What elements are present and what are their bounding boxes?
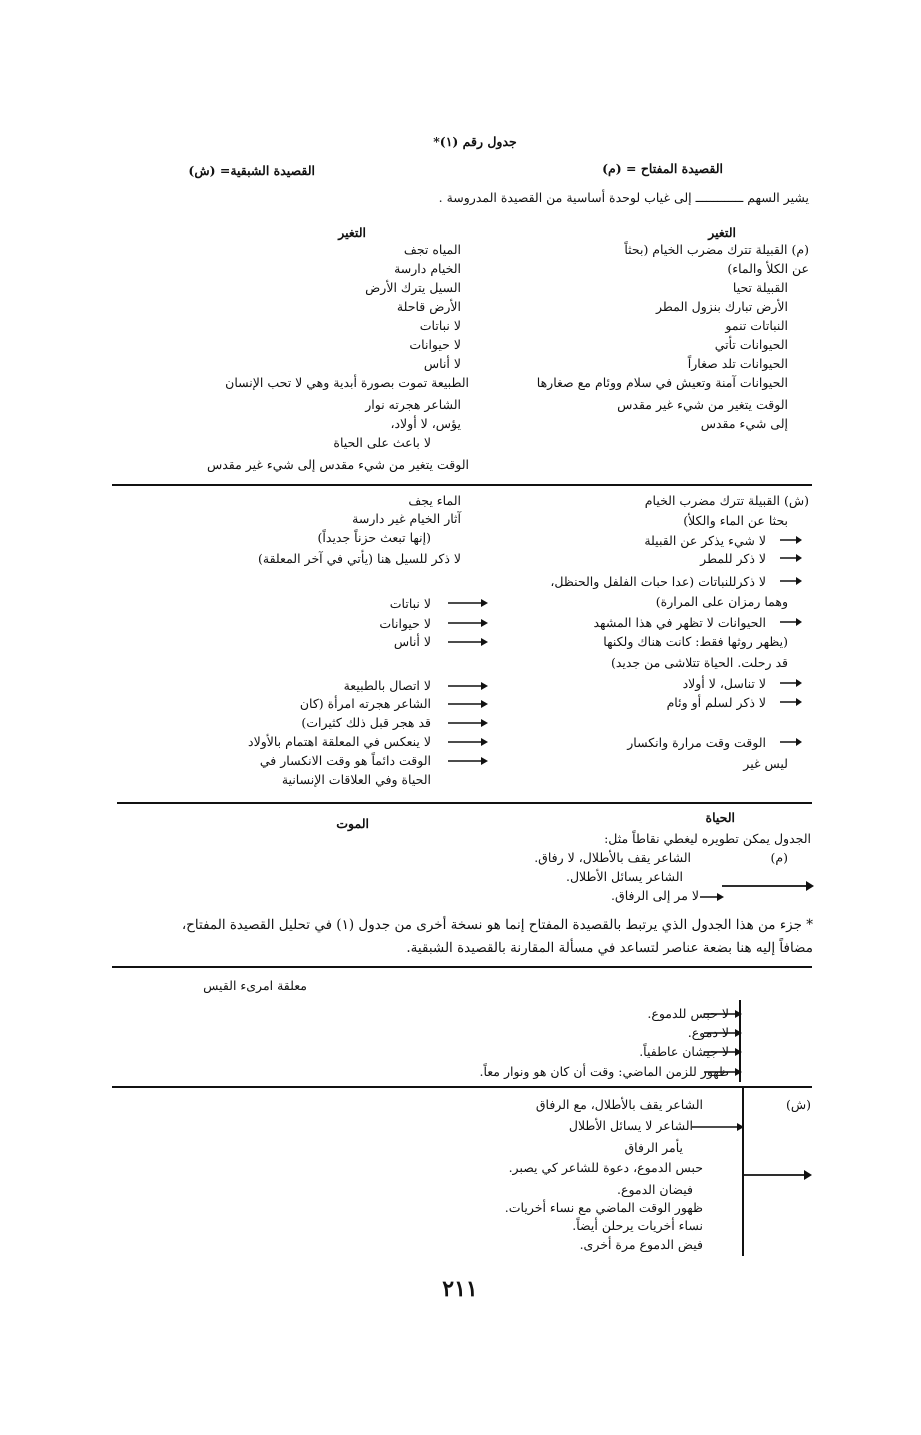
list-item: النباتات تنمو [725, 318, 788, 333]
list-item: لا تناسل، لا أولاد [682, 676, 766, 691]
list-item: الأرض تبارك بنزول المطر [656, 299, 788, 314]
list-item: وهما رمزان على المرارة) [655, 594, 788, 609]
list-item: الشاعر يقف بالأطلال، مع الرفاق [535, 1097, 703, 1112]
list-item: حبس الدموع، دعوة للشاعر كي يصبر. [508, 1160, 703, 1175]
list-item: لا جيشان عاطفياً. [639, 1044, 729, 1059]
list-item: الوقت يتغير من شيء مقدس إلى شيء غير مقدس [206, 457, 469, 472]
list-item: لا ذكر لسلم أو وئام [666, 695, 766, 710]
list-item: لا حيوانات [379, 616, 431, 631]
arrow-icon [448, 699, 488, 709]
arrow-icon [704, 1009, 742, 1019]
list-item: الماء يجف [408, 493, 461, 508]
list-item: الحياة وفي العلاقات الإنسانية [281, 772, 431, 787]
list-item: يأمر الرفاق [624, 1140, 683, 1155]
arrow-icon [448, 618, 488, 628]
divider [112, 1086, 812, 1088]
list-item: (م) القبيلة تترك مضرب الخيام (بحثاً [624, 242, 809, 257]
change-heading-left: التغير [338, 225, 366, 240]
list-item: الوقت وقت مرارة وانكسار [627, 735, 766, 750]
list-item: لا حيوانات [409, 337, 461, 352]
marker-sh: (ش) [785, 1097, 811, 1112]
list-item: الحيوانات لا تظهر في هذا المشهد [593, 615, 766, 630]
table-title: جدول رقم (١)* [433, 134, 517, 149]
list-item: لا أناس [393, 634, 431, 649]
list-item: ظهور للزمن الماضي: وقت أن كان هو ونوار معاً. [479, 1064, 729, 1079]
arrow-icon [448, 681, 488, 691]
list-item: لا دموع. [687, 1025, 729, 1040]
list-item: (يظهر روثها فقط: كانت هناك ولكنها [603, 634, 788, 649]
arrow-icon [448, 737, 488, 747]
list-item: الشاعر هجرته نوار [365, 397, 461, 412]
list-item: الأرض قاحلة [396, 299, 461, 314]
list-item: لا ذكر للسيل هنا (يأتي في آخر المعلقة) [258, 551, 461, 566]
list-item: نساء أخريات يرحلن أيضاً. [572, 1218, 703, 1233]
life-label: الحياة [705, 810, 735, 825]
arrow-icon [780, 678, 802, 688]
section-title: معلقة امرىء القيس [203, 978, 307, 993]
list-item: الخيام دارسة [394, 261, 461, 276]
prev-poem-header: القصيدة الشبقية= (ش) [188, 163, 315, 178]
list-item: بحثا عن الماء والكلأ) [683, 513, 788, 528]
list-item: الطبيعة تموت بصورة أبدية وهي لا تحب الإنسان [225, 375, 469, 390]
arrow-icon [448, 756, 488, 766]
list-item: آثار الخيام غير دارسة [352, 511, 461, 526]
list-item: فيض الدموع مرة أخرى. [579, 1237, 703, 1252]
arrow-icon [780, 737, 802, 747]
arrow-icon [448, 637, 488, 647]
arrow-icon [780, 617, 802, 627]
marker-m: (م) [770, 850, 788, 865]
list-item: قد هجر قبل ذلك كثيرات) [301, 715, 431, 730]
arrow-icon [744, 1169, 812, 1181]
list-item: ظهور الوقت الماضي مع نساء أخريات. [504, 1200, 703, 1215]
arrow-icon [780, 553, 802, 563]
list-item: الوقت دائماً هو وقت الانكسار في [259, 753, 431, 768]
page-number: ٢١١ [442, 1276, 478, 1302]
list-item: الشاعر لا يسائل الأطلال [568, 1118, 693, 1133]
arrow-icon [700, 892, 724, 902]
list-item: الحيوانات تأتي [714, 337, 788, 352]
list-item: لا اتصال بالطبيعة [343, 678, 431, 693]
divider [112, 484, 812, 486]
list-item: المياه تجف [403, 242, 461, 257]
list-item: قد رحلت. الحياة تتلاشى من جديد) [610, 655, 788, 670]
list-item: لا شيء يذكر عن القبيلة [644, 533, 766, 548]
list-item: (إنها تبعث حزناً جديداً) [317, 530, 431, 545]
list-item: عن الكلأ والماء) [727, 261, 809, 276]
list-item: لا حبس للدموع. [647, 1006, 729, 1021]
divider [112, 966, 812, 968]
list-item: إلى شيء مقدس [700, 416, 788, 431]
list-item: لا أناس [423, 356, 461, 371]
footnote-line-1: * جزء من هذا الجدول الذي يرتبط بالقصيدة المفتاح إنما هو نسخة أخرى من جدول (١) في تحليل القصيدة المفتاح، [181, 917, 813, 933]
list-item: لا ذكر للمطر [700, 551, 766, 566]
list-item: لا ذكرللنباتات (عدا حبات الفلفل والحنظل، [550, 574, 766, 589]
list-item: القبيلة تحيا [732, 280, 788, 295]
arrow-icon [448, 718, 488, 728]
arrow-icon [704, 1067, 742, 1077]
list-item: لا مر إلى الرفاق. [611, 888, 699, 903]
death-label: الموت [336, 816, 369, 831]
list-item: فيضان الدموع. [617, 1182, 693, 1197]
list-item: لا ينعكس في المعلقة اهتمام بالأولاد [248, 734, 431, 749]
list-item: الشاعر هجرته امرأة (كان [299, 696, 431, 711]
arrow-icon [780, 576, 802, 586]
arrow-icon [780, 697, 802, 707]
list-item: لا نباتات [389, 596, 431, 611]
arrow-icon [722, 880, 814, 892]
list-item: لا باعث على الحياة [333, 435, 431, 450]
list-item: (ش) القبيلة تترك مضرب الخيام [644, 493, 809, 508]
list-item: الحيوانات آمنة وتعيش في سلام ووئام مع صغارها [536, 375, 788, 390]
change-heading-right: التغير [708, 225, 736, 240]
list-item: الشاعر يسائل الأطلال. [566, 869, 683, 884]
list-item: الحيوانات تلد صغاراً [687, 356, 788, 371]
divider [117, 802, 812, 804]
key-poem-header: القصيدة المفتاح = (م) [602, 161, 723, 176]
footnote-line-2: مضافاً إليه هنا بضعة عناصر لتساعد في مسألة المقارنة بالقصيدة الشبقية. [406, 940, 813, 956]
arrow-icon [448, 598, 488, 608]
arrow-icon [780, 535, 802, 545]
list-item: السيل يترك الأرض [365, 280, 461, 295]
list-item: يؤس، لا أولاد، [390, 416, 461, 431]
arrow-note: يشير السهم ـــــــــــــ إلى غياب لوحدة أساسية من القصيدة المدروسة . [438, 190, 809, 205]
list-item: الشاعر يقف بالأطلال، لا رفاق. [534, 850, 691, 865]
intro-text: الجدول يمكن تطويره ليغطي نقاطاً مثل: [604, 831, 811, 846]
arrow-icon [704, 1047, 742, 1057]
arrow-icon [704, 1028, 742, 1038]
list-item: الوقت يتغير من شيء غير مقدس [617, 397, 788, 412]
list-item: لا نباتات [419, 318, 461, 333]
list-item: ليس غير [743, 756, 788, 771]
arrow-icon [692, 1122, 744, 1132]
